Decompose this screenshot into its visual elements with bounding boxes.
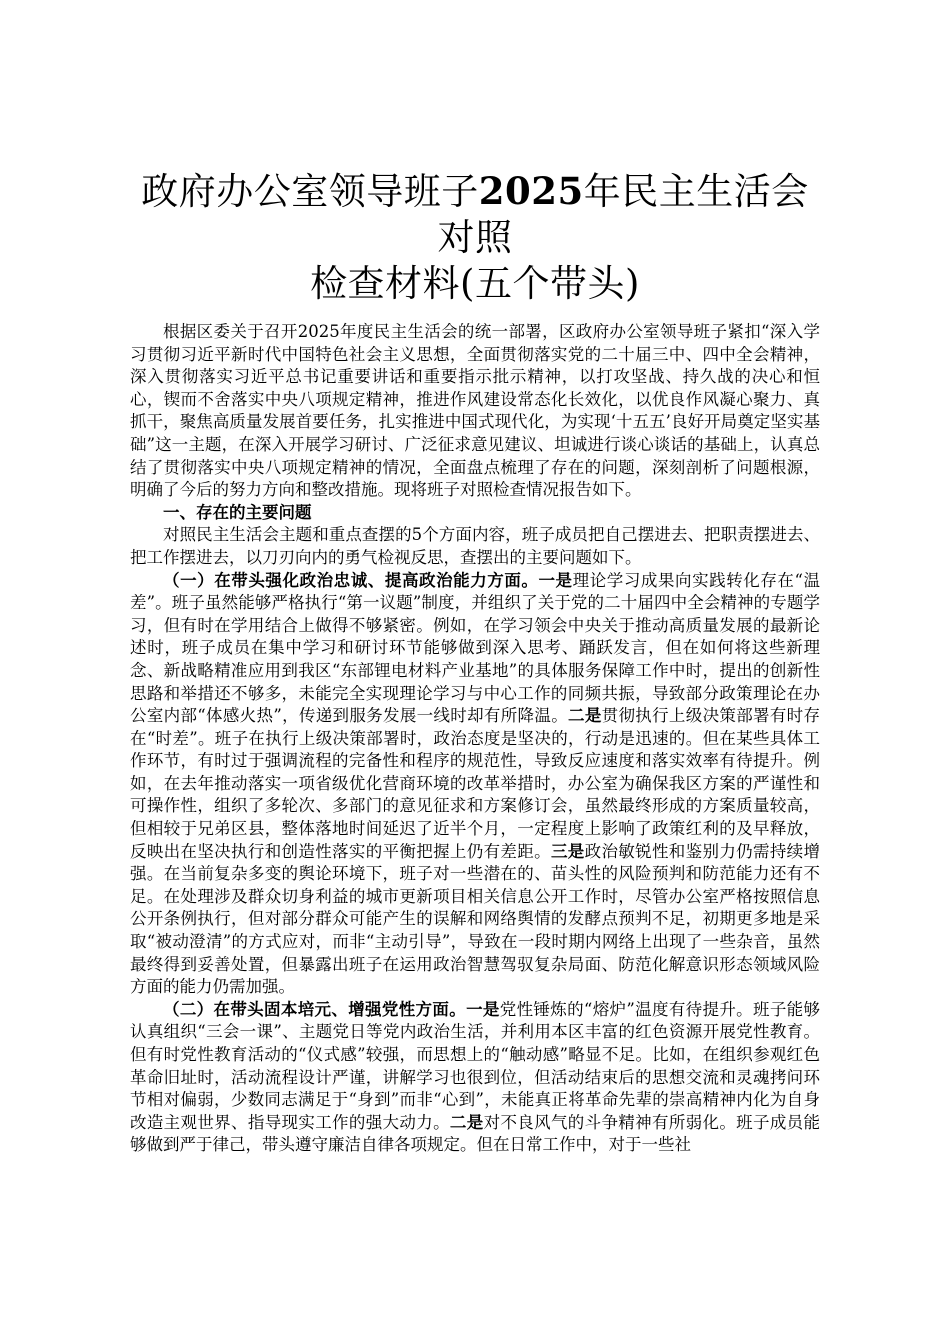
item2-text-1: 党性锤炼的“熔炉”温度有待提升。班子能够认真组织“三会一课”、主题党日等党内政治生活，并利用本区丰富的红色资源开展党性教育。但有时党性教育活动的“仪式感”较强，而思想上的“触动感”略显不足。比如，在组织参观红色革命旧址时，活动流程设计严谨，讲解学习也很到位，但活动结束后的思想交流和灵魂拷问环节相对偏弱，少数同志满足于“身到”而非“心到”，未能真正将革命先辈的崇高精神内化为自身改造主观世界、指导现实工作的强大动力。 (130, 999, 821, 1132)
item1-text-2: 贯彻执行上级决策部署有时存在“时差”。班子在执行上级决策部署时，政治态度是坚决的，行动是迅速的。但在某些具体工作环节，有时过于强调流程的完备性和程序的规范性，导致反应速度和落实效率有待提升。例如，在去年推动落实一项省级优化营商环境的改革举措时，办公室为确保我区方案的严谨性和可操作性，组织了多轮次、多部门的意见征求和方案修订会，虽然最终形成的方案质量较高，但相较于兄弟区县，整体落地时间延迟了近半个月，一定程度上影响了政策红利的及早释放，反映出在坚决执行和创造性落实的平衡把握上仍有差距。 (130, 706, 820, 861)
item1-text-3: 政治敏锐性和鉴别力仍需持续增强。在当前复杂多变的舆论环境下，班子对一些潜在的、苗头性的风险预判和防范能力还有不足。在处理涉及群众切身利益的城市更新项目相关信息公开工作时，尽管办公室严格按照信息公开条例执行，但对部分群众可能产生的误解和网络舆情的发酵点预判不足，初期更多地是采取“被动澄清”的方式应对，而非“主动引导”，导致在一段时期内网络上出现了一些杂音，虽然最终得到妥善处置，但暴露出班子在运用政治智慧驾驭复杂局面、防范化解意识形态领域风险方面的能力仍需加强。 (130, 841, 821, 997)
title-line1-pre: 政府办公室领导班子 (141, 170, 479, 213)
section1-heading: 一、存在的主要问题 (163, 502, 312, 522)
item1-label-3: 三是 (550, 841, 585, 861)
document-title (130, 168, 820, 307)
item2-label-2: 二是 (449, 1112, 484, 1132)
item2-paragraph (130, 999, 820, 1157)
item1-label-1: 一是 (538, 570, 573, 590)
title-year: 2025 (478, 169, 584, 213)
title-line2: 检查材料(五个带头) (310, 262, 640, 305)
item1-label-2: 二是 (568, 706, 602, 726)
item1-heading: （一）在带头强化政治忠诚、提高政治能力方面。 (163, 570, 539, 590)
item1-paragraph (130, 570, 820, 999)
item2-label-1: 一是 (466, 999, 500, 1019)
document-body (130, 321, 820, 1157)
document-page (130, 168, 820, 1157)
item2-text-2: 对不良风气的斗争精神有所弱化。班子成员能够做到严于律己，带头遵守廉洁自律各项规定。但在日常工作中，对于一些社 (130, 1112, 821, 1155)
title-line1-post: 年民主生活会对照 (437, 170, 809, 259)
item2-heading: （二）在带头固本培元、增强党性方面。 (163, 999, 467, 1019)
intro-paragraph: 根据区委关于召开2025年度民主生活会的统一部署，区政府办公室领导班子紧扣“深入学习贯彻习近平新时代中国特色社会主义思想，全面贯彻落实党的二十届三中、四中全会精神，深入贯彻落实习近平总书记重要讲话和重要指示批示精神，以打攻坚战、持久战的决心和恒心，锲而不舍落实中央八项规定精神，推进作风建设常态化长效化，以优良作风凝心聚力、真抓干，聚焦高质量发展首要任务，扎实推进中国式现代化，为实现‘十五五’良好开局奠定坚实基础”这一主题，在深入开展学习研讨、广泛征求意见建议、坦诚进行谈心谈话的基础上，认真总结了贯彻落实中央八项规定精神的情况，全面盘点梳理了存在的问题，深刻剖析了问题根源，明确了今后的努力方向和整改措施。现将班子对照检查情况报告如下。 (130, 322, 820, 500)
item1-text-1: 理论学习成果向实践转化存在“温差”。班子虽然能够严格执行“第一议题”制度，并组织了关于党的二十届四中全会精神的专题学习，但有时在学用结合上做得不够紧密。例如，在学习领会中央关于推动高质量发展的最新论述时，班子成员在集中学习和研讨环节能够做到深入思考、踊跃发言，但在如何将这些新理念、新战略精准应用到我区“东部锂电材料产业基地”的具体服务保障工作中时，提出的创新性思路和举措还不够多，未能完全实现理论学习与中心工作的同频共振，导致部分政策理论在办公室内部“体感火热”，传递到服务发展一线时却有所降温。 (130, 570, 821, 726)
section1-intro: 对照民主生活会主题和重点查摆的5个方面内容，班子成员把自己摆进去、把职责摆进去、把工作摆进去，以刀刃向内的勇气检视反思，查摆出的主要问题如下。 (130, 525, 820, 567)
